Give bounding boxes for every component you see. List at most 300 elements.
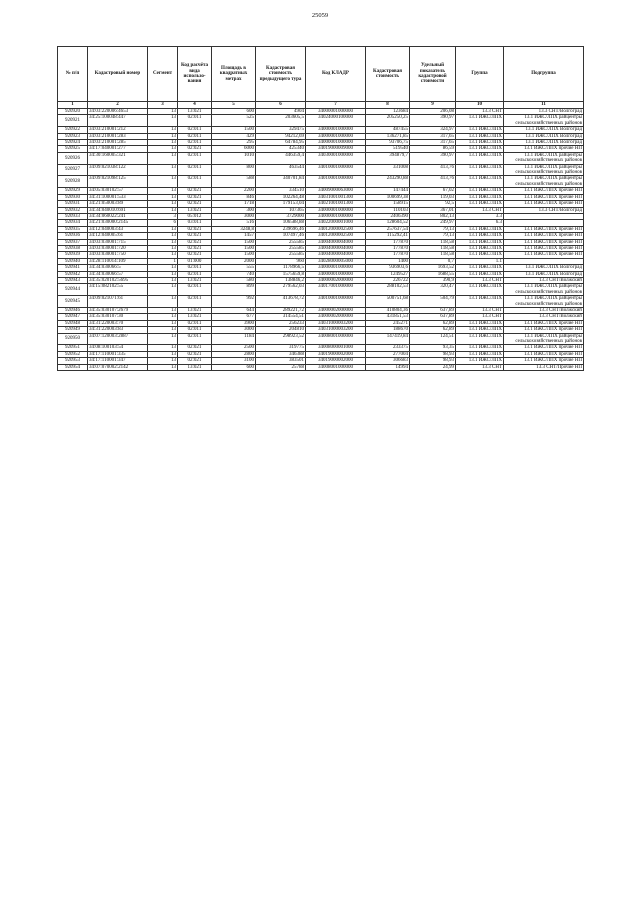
kladr-code-cell: 34021001001300 <box>306 201 366 207</box>
group-cell: 13.1 ИЖС/ЛПХ <box>456 351 504 357</box>
header-cell: Кадастровая стоимость предыдущего тура <box>256 47 306 102</box>
group-cell: 13.1 ИЖС/ЛПХ <box>456 245 504 251</box>
area-cell: 2800 <box>212 351 256 357</box>
usage-code-cell: 02:011 <box>178 176 212 188</box>
specific-cost-cell: 24,99 <box>410 364 456 370</box>
cadastral-cost-cell: 245271 <box>366 320 410 326</box>
group-cell: 13.1 ИЖС/ЛПХ <box>456 333 504 345</box>
previous-cost-cell: 203605,5 <box>256 115 306 127</box>
previous-cost-cell: 102264,48 <box>256 194 306 200</box>
kladr-code-cell: 34012000002500 <box>306 226 366 232</box>
row-number-cell: 920929 <box>58 188 88 194</box>
specific-cost-cell: 86,59 <box>410 146 456 152</box>
group-cell: 13.1 ИЖС/ЛПХ <box>456 345 504 351</box>
row-number-cell: 920948 <box>58 320 88 326</box>
area-cell: 580 <box>212 277 256 283</box>
segment-cell: 13 <box>148 271 178 277</box>
row-number-cell: 920923 <box>58 133 88 139</box>
specific-cost-cell: 0,7 <box>410 258 456 264</box>
row-number-cell: 920937 <box>58 239 88 245</box>
specific-cost-cell: 390,97 <box>410 152 456 164</box>
area-cell: 295 <box>212 140 256 146</box>
subgroup-cell: 13.1 ИЖС/ЛПХ Волгоград <box>504 133 584 139</box>
row-number-cell: 920940 <box>58 258 88 264</box>
segment-cell: 13 <box>148 164 178 176</box>
page-number: 25059 <box>311 12 329 19</box>
segment-cell: 13 <box>148 345 178 351</box>
specific-cost-cell: 118,58 <box>410 239 456 245</box>
group-cell: 1.1 <box>456 258 504 264</box>
usage-code-cell: 02:011 <box>178 127 212 133</box>
area-cell: 600 <box>212 364 256 370</box>
usage-code-cell: 02:021 <box>178 226 212 232</box>
row-number-cell: 920921 <box>58 115 88 127</box>
segment-cell: 13 <box>148 351 178 357</box>
group-cell: 13.1 ИЖС/ЛПХ <box>456 233 504 239</box>
specific-cost-cell: 79,13 <box>410 226 456 232</box>
area-cell: 992 <box>212 296 256 308</box>
usage-code-cell: 02:011 <box>178 296 212 308</box>
usage-code-cell: 13:021 <box>178 308 212 314</box>
cadastral-number-cell: 34:34:060022:241 <box>88 213 148 219</box>
cadastral-number-cell: 34:34:040010:691 <box>88 207 148 213</box>
row-number-cell: 920932 <box>58 207 88 213</box>
usage-code-cell: 02:011 <box>178 333 212 345</box>
usage-code-cell: 13:021 <box>178 364 212 370</box>
kladr-code-cell: 34004000004000 <box>306 252 366 258</box>
row-number-cell: 920945 <box>58 296 88 308</box>
group-cell: 13.1 ИЖС/ЛПХ <box>456 296 504 308</box>
subgroup-cell: 13.1 ИЖС/ЛПХ прочие НП <box>504 327 584 333</box>
area-cell: 1457 <box>212 233 256 239</box>
group-cell: 13.1 ИЖС/ЛПХ <box>456 226 504 232</box>
usage-code-cell: 02:021 <box>178 188 212 194</box>
subgroup-cell: 13.1 ИЖС/ЛПХ прочие НП <box>504 320 584 326</box>
row-number-cell: 920936 <box>58 233 88 239</box>
group-cell: 13.1 ИЖС/ЛПХ <box>456 188 504 194</box>
area-cell: 1500 <box>212 245 256 251</box>
kladr-code-cell: 34000001000000 <box>306 213 366 219</box>
subgroup-cell: 13.1 ИЖС/ЛПХ прочие НП <box>504 194 584 200</box>
cadastral-cost-cell: 93706,75 <box>366 140 410 146</box>
previous-cost-cell: 64784,95 <box>256 140 306 146</box>
kladr-code-cell: 34008000001000 <box>306 345 366 351</box>
segment-cell: 13 <box>148 146 178 152</box>
previous-cost-cell: 106588,88 <box>256 220 306 226</box>
group-cell: 13.1 ИЖС/ЛПХ <box>456 271 504 277</box>
segment-cell: 13 <box>148 358 178 364</box>
cadastral-number-cell: 34:08:100103:54 <box>88 345 148 351</box>
usage-code-cell: 02:021 <box>178 233 212 239</box>
usage-code-cell: 02:011 <box>178 265 212 271</box>
row-number-cell: 920931 <box>58 201 88 207</box>
previous-cost-cell: 1575659,8 <box>256 271 306 277</box>
kladr-code-cell: 34008001000000 <box>306 333 366 345</box>
previous-cost-cell: 1178966,5 <box>256 265 306 271</box>
subgroup-cell: 13.3 СНТ/Волжский <box>504 308 584 314</box>
specific-cost-cell: 62,89 <box>410 327 456 333</box>
previous-cost-cell: 319775 <box>256 345 306 351</box>
cadastral-cost-cell: 288102,53 <box>366 284 410 296</box>
previous-cost-cell: 25788 <box>256 364 306 370</box>
cadastral-number-cell: 34:34:030066:57 <box>88 271 148 277</box>
cadastral-number-cell: 34:35:030107:30 <box>88 314 148 320</box>
area-cell: 1010 <box>212 152 256 164</box>
previous-cost-cell: 334510 <box>256 188 306 194</box>
group-cell: 13.1 ИЖС/ЛПХ <box>456 358 504 364</box>
usage-code-cell: 02:011 <box>178 271 212 277</box>
specific-cost-cell: 118,58 <box>410 245 456 251</box>
row-number-cell: 920934 <box>58 220 88 226</box>
area-cell: 429 <box>212 133 256 139</box>
specific-cost-cell: 413,76 <box>410 164 456 176</box>
usage-code-cell: 01:000 <box>178 258 212 264</box>
previous-cost-cell: 138846,2 <box>256 277 306 283</box>
row-number-cell: 920930 <box>58 194 88 200</box>
cadastral-cost-cell: 257637,54 <box>366 226 410 232</box>
specific-cost-cell: 1693,52 <box>410 265 456 271</box>
area-cell: 3900 <box>212 320 256 326</box>
group-cell: 13.1 ИЖС/ЛПХ <box>456 239 504 245</box>
specific-cost-cell: 249,97 <box>410 220 456 226</box>
kladr-code-cell: 34004000004000 <box>306 245 366 251</box>
cadastral-cost-cell: 100699,38 <box>366 194 410 200</box>
usage-code-cell: 02:021 <box>178 358 212 364</box>
area-cell: 3000 <box>212 327 256 333</box>
previous-cost-cell: 329475 <box>256 127 306 133</box>
kladr-code-cell: 34000001000000 <box>306 133 366 139</box>
cadastral-number-cell: 34:09:021071:61 <box>88 296 148 308</box>
specific-cost-cell: 206,08 <box>410 109 456 115</box>
group-cell: 13.3 СНТ <box>456 109 504 115</box>
cadastral-table <box>57 46 584 371</box>
cadastral-cost-cell: 177870 <box>366 245 410 251</box>
area-cell: 677 <box>212 314 256 320</box>
area-cell: 3248,8 <box>212 226 256 232</box>
kladr-code-cell: 34017001000000 <box>306 284 366 296</box>
area-cell: 2000 <box>212 258 256 264</box>
area-cell: 644 <box>212 308 256 314</box>
specific-cost-cell: 67,02 <box>410 188 456 194</box>
specific-cost-cell: 93,35 <box>410 345 456 351</box>
header-cell: Площадь в квадратных метрах <box>212 47 256 102</box>
previous-cost-cell: 446359,4 <box>256 152 306 164</box>
cadastral-number-cell: 34:03:210001:212 <box>88 127 148 133</box>
area-cell: 1500 <box>212 252 256 258</box>
cadastral-cost-cell: 500751,68 <box>366 296 410 308</box>
column-number: 4 <box>178 102 212 109</box>
subgroup-cell: 13.3 СНТ/Волжский <box>504 277 584 283</box>
cadastral-number-cell: 34:03:030001:720 <box>88 245 148 251</box>
area-cell: 1500 <box>212 239 256 245</box>
row-number-cell: 920924 <box>58 140 88 146</box>
subgroup-cell: 13.1 ИЖС/ЛПХ Волгоград <box>504 271 584 277</box>
specific-cost-cell: 317,65 <box>410 133 456 139</box>
usage-code-cell: 02:021 <box>178 146 212 152</box>
subgroup-cell: 13.1 ИЖС/ЛПХ прочие НП <box>504 345 584 351</box>
cadastral-number-cell: 34:12:040003:43 <box>88 226 148 232</box>
subgroup-cell: 13.1 ИЖС/ЛПХ Волгоград <box>504 127 584 133</box>
subgroup-cell: 13.3 СНТ/Волжский <box>504 314 584 320</box>
segment-cell: 13 <box>148 364 178 370</box>
previous-cost-cell: 255585 <box>256 239 306 245</box>
header-cell: Код расчёта вида использо-вания <box>178 47 212 102</box>
specific-cost-cell: 802,13 <box>410 213 456 219</box>
specific-cost-cell: 320,47 <box>410 284 456 296</box>
table-row <box>58 296 584 308</box>
subgroup-cell: 13.1 ИЖС/ЛПХ прочие НП <box>504 358 584 364</box>
area-cell: 555 <box>212 265 256 271</box>
subgroup-cell: 13.3 СНТ/Прочие НП <box>504 364 584 370</box>
subgroup-cell: 13.1 ИЖС/ЛПХ прочие НП <box>504 252 584 258</box>
row-number-cell: 920927 <box>58 164 88 176</box>
area-cell: 6000 <box>212 146 256 152</box>
area-cell: 1718 <box>212 201 256 207</box>
segment-cell: 13 <box>148 188 178 194</box>
subgroup-cell: 13.1 ИЖС/ЛПХ райцентры сельскохозяйственных районов <box>504 164 584 176</box>
cadastral-cost-cell: 188670 <box>366 327 410 333</box>
cadastral-cost-cell: 177870 <box>366 239 410 245</box>
usage-code-cell: 02:021 <box>178 351 212 357</box>
cadastral-cost-cell: 519540 <box>366 146 410 152</box>
previous-cost-cell: 298923,52 <box>256 333 306 345</box>
segment-cell: 13 <box>148 327 178 333</box>
previous-cost-cell: 204810 <box>256 327 306 333</box>
kladr-code-cell: 34012000002500 <box>306 233 366 239</box>
column-number-row <box>58 102 584 109</box>
column-number: 7 <box>306 102 366 109</box>
kladr-code-cell: 34010001000000 <box>306 176 366 188</box>
column-number: 2 <box>88 102 148 109</box>
cadastral-number-cell: 34:31:220003:83 <box>88 327 148 333</box>
group-cell: 13.1 ИЖС/ЛПХ <box>456 133 504 139</box>
previous-cost-cell: 255585 <box>256 252 306 258</box>
column-number: 3 <box>148 102 178 109</box>
cadastral-number-cell: 34:34:030066:5 <box>88 265 148 271</box>
previous-cost-cell: 239696,46 <box>256 226 306 232</box>
segment-cell: 13 <box>148 133 178 139</box>
table-row <box>58 152 584 164</box>
cadastral-number-cell: 34:09:021038:122 <box>88 164 148 176</box>
row-number-cell: 920951 <box>58 345 88 351</box>
subgroup-cell: 13.3 СНТ/Волгоград <box>504 207 584 213</box>
previous-cost-cell: 107497,46 <box>256 233 306 239</box>
row-number-cell: 920950 <box>58 333 88 345</box>
group-cell: 13.1 ИЖС/ЛПХ <box>456 265 504 271</box>
cadastral-number-cell: 34:03:210001:283 <box>88 133 148 139</box>
group-cell: 6.3 <box>456 220 504 226</box>
segment-cell: 13 <box>148 333 178 345</box>
subgroup-cell: 13.1 ИЖС/ЛПХ прочие НП <box>504 245 584 251</box>
cadastral-cost-cell: 115292,41 <box>366 233 410 239</box>
kladr-code-cell: 34000001000000 <box>306 271 366 277</box>
specific-cost-cell: 637,89 <box>410 314 456 320</box>
cadastral-cost-cell: 233375 <box>366 345 410 351</box>
area-cell: 3100 <box>212 358 256 364</box>
segment-cell: 13 <box>148 115 178 127</box>
segment-cell: 13 <box>148 127 178 133</box>
kladr-code-cell: 34000002000000 <box>306 308 366 314</box>
usage-code-cell: 02:021 <box>178 194 212 200</box>
kladr-code-cell: 34000002000000 <box>306 277 366 283</box>
cadastral-cost-cell: 177870 <box>366 252 410 258</box>
header-cell: Подгруппа <box>504 47 584 102</box>
kladr-code-cell: 34010001000000 <box>306 296 366 308</box>
usage-code-cell: 02:011 <box>178 115 212 127</box>
cadastral-number-cell: 34:35:030107:2679 <box>88 308 148 314</box>
subgroup-cell: 13.1 ИЖС/ЛПХ Волгоград <box>504 140 584 146</box>
specific-cost-cell: 62,89 <box>410 320 456 326</box>
group-cell: 13.1 ИЖС/ЛПХ <box>456 127 504 133</box>
cadastral-cost-cell: 306683 <box>366 358 410 364</box>
group-cell: 13.3 СНТ <box>456 207 504 213</box>
segment-cell: 13 <box>148 226 178 232</box>
row-number-cell: 920943 <box>58 277 88 283</box>
group-cell: 3.3 <box>456 213 504 219</box>
cadastral-cost-cell: 147444 <box>366 188 410 194</box>
specific-cost-cell: 504,79 <box>410 296 456 308</box>
previous-cost-cell: 255585 <box>256 245 306 251</box>
row-number-cell: 920942 <box>58 271 88 277</box>
area-cell: 1500 <box>212 127 256 133</box>
cadastral-number-cell: 34:21:030000:2145 <box>88 220 148 226</box>
group-cell: 13.3 СНТ <box>456 364 504 370</box>
subgroup-cell: 13.1 ИЖС/ЛПХ прочие НП <box>504 351 584 357</box>
specific-cost-cell: 98,93 <box>410 358 456 364</box>
cadastral-cost-cell: 14994 <box>366 364 410 370</box>
cadastral-number-cell: 34:21:050003:89 <box>88 201 148 207</box>
usage-code-cell: 05:012 <box>178 213 212 219</box>
group-cell: 13.1 ИЖС/ЛПХ <box>456 152 504 164</box>
previous-cost-cell: 94212,69 <box>256 133 306 139</box>
table-row <box>58 364 584 370</box>
usage-code-cell: 02:011 <box>178 133 212 139</box>
area-cell: 588 <box>212 176 256 188</box>
cadastral-cost-cell: 936903,6 <box>366 265 410 271</box>
row-number-cell: 920933 <box>58 213 88 219</box>
cadastral-cost-cell: 226722 <box>366 277 410 283</box>
kladr-code-cell: 34031000003200 <box>306 327 366 333</box>
previous-cost-cell: 289221,72 <box>256 308 306 314</box>
cadastral-number-cell: 34:31:220003:70 <box>88 320 148 326</box>
row-number-cell: 920926 <box>58 152 88 164</box>
previous-cost-cell: 346388 <box>256 351 306 357</box>
usage-code-cell: 02:021 <box>178 252 212 258</box>
header-cell: Код КЛАДР <box>306 47 366 102</box>
previous-cost-cell: 340701,84 <box>256 176 306 188</box>
previous-cost-cell: 383501 <box>256 358 306 364</box>
usage-code-cell: 02:021 <box>178 201 212 207</box>
row-number-cell: 920952 <box>58 351 88 357</box>
header-cell: Удельный показатель кадастровой стоимости <box>410 47 456 102</box>
kladr-code-cell: 34000001000000 <box>306 127 366 133</box>
cadastral-number-cell: 34:03:030001:750 <box>88 252 148 258</box>
kladr-code-cell: 34031000003200 <box>306 320 366 326</box>
subgroup-cell: 13.3 СНТ/Волгоград <box>504 109 584 115</box>
cadastral-number-cell: 34:03:030001:715 <box>88 239 148 245</box>
cadastral-cost-cell: 277004 <box>366 351 410 357</box>
row-number-cell: 920920 <box>58 109 88 115</box>
usage-code-cell: 13:021 <box>178 109 212 115</box>
previous-cost-cell: 413678,72 <box>256 296 306 308</box>
table-row <box>58 115 584 127</box>
segment-cell: 13 <box>148 265 178 271</box>
cadastral-number-cell: 34:12:040005:61 <box>88 233 148 239</box>
group-cell: 13.3 СНТ <box>456 314 504 320</box>
cadastral-cost-cell: 147419,84 <box>366 333 410 345</box>
usage-code-cell: 02:021 <box>178 239 212 245</box>
cadastral-cost-cell: 2406390 <box>366 213 410 219</box>
previous-cost-cell: 463544 <box>256 164 306 176</box>
group-cell: 13.1 ИЖС/ЛПХ <box>456 327 504 333</box>
row-number-cell: 920941 <box>58 265 88 271</box>
subgroup-cell: 13.1 ИЖС/ЛПХ прочие НП <box>504 146 584 152</box>
segment-cell: 13 <box>148 314 178 320</box>
specific-cost-cell: 1688,55 <box>410 271 456 277</box>
area-cell: 525 <box>212 115 256 127</box>
segment-cell: 13 <box>148 245 178 251</box>
kladr-code-cell: 34009000063000 <box>306 188 366 194</box>
header-cell: Группа <box>456 47 504 102</box>
row-number-cell: 920928 <box>58 176 88 188</box>
segment-cell: 13 <box>148 109 178 115</box>
header-cell: № п/п <box>58 47 88 102</box>
row-number-cell: 920944 <box>58 284 88 296</box>
table-row <box>58 333 584 345</box>
row-number-cell: 920946 <box>58 308 88 314</box>
subgroup-cell: 13.1 ИЖС/ЛПХ райцентры сельскохозяйственных районов <box>504 333 584 345</box>
kladr-code-cell: 34000002000000 <box>306 314 366 320</box>
subgroup-cell: 13.1 ИЖС/ЛПХ прочие НП <box>504 233 584 239</box>
segment-cell: 13 <box>148 140 178 146</box>
area-cell: 2500 <box>212 345 256 351</box>
segment-cell: 13 <box>148 239 178 245</box>
segment-cell: 6 <box>148 220 178 226</box>
specific-cost-cell: 367,01 <box>410 207 456 213</box>
column-number: 5 <box>212 102 256 109</box>
kladr-code-cell: 34010001000000 <box>306 164 366 176</box>
subgroup-cell: 13.1 ИЖС/ЛПХ райцентры сельскохозяйственных районов <box>504 115 584 127</box>
group-cell: 13.1 ИЖС/ЛПХ <box>456 164 504 176</box>
usage-code-cell: 02:011 <box>178 320 212 326</box>
segment-cell: 13 <box>148 201 178 207</box>
table-row <box>58 176 584 188</box>
kladr-code-cell: 34000001000000 <box>306 207 366 213</box>
group-cell: 13.1 ИЖС/ЛПХ <box>456 140 504 146</box>
segment-cell: 13 <box>148 194 178 200</box>
kladr-code-cell: 34000001000000 <box>306 109 366 115</box>
area-cell: 800 <box>212 164 256 176</box>
subgroup-cell: 13.1 ИЖС/ЛПХ прочие НП <box>504 201 584 207</box>
usage-code-cell: 02:011 <box>178 164 212 176</box>
usage-code-cell: 02:011 <box>178 327 212 333</box>
group-cell: 13.1 ИЖС/ЛПХ <box>456 284 504 296</box>
header-cell: Кадастровый номер <box>88 47 148 102</box>
group-cell: 13.3 СНТ <box>456 277 504 283</box>
kladr-code-cell: 34024000100000 <box>306 115 366 127</box>
specific-cost-cell: 390,97 <box>410 115 456 127</box>
kladr-code-cell: 34008001000000 <box>306 364 366 370</box>
area-cell: 300 <box>212 207 256 213</box>
cadastral-cost-cell: 123684 <box>366 109 410 115</box>
segment-cell: 13 <box>148 308 178 314</box>
subgroup-cell: 13.1 ИЖС/ЛПХ райцентры сельскохозяйственных районов <box>504 284 584 296</box>
kladr-code-cell: 34019000002000 <box>306 358 366 364</box>
area-cell: 846 <box>212 194 256 200</box>
segment-cell: 3 <box>148 213 178 219</box>
specific-cost-cell: 324,97 <box>410 127 456 133</box>
kladr-code-cell: 34030001000000 <box>306 152 366 164</box>
